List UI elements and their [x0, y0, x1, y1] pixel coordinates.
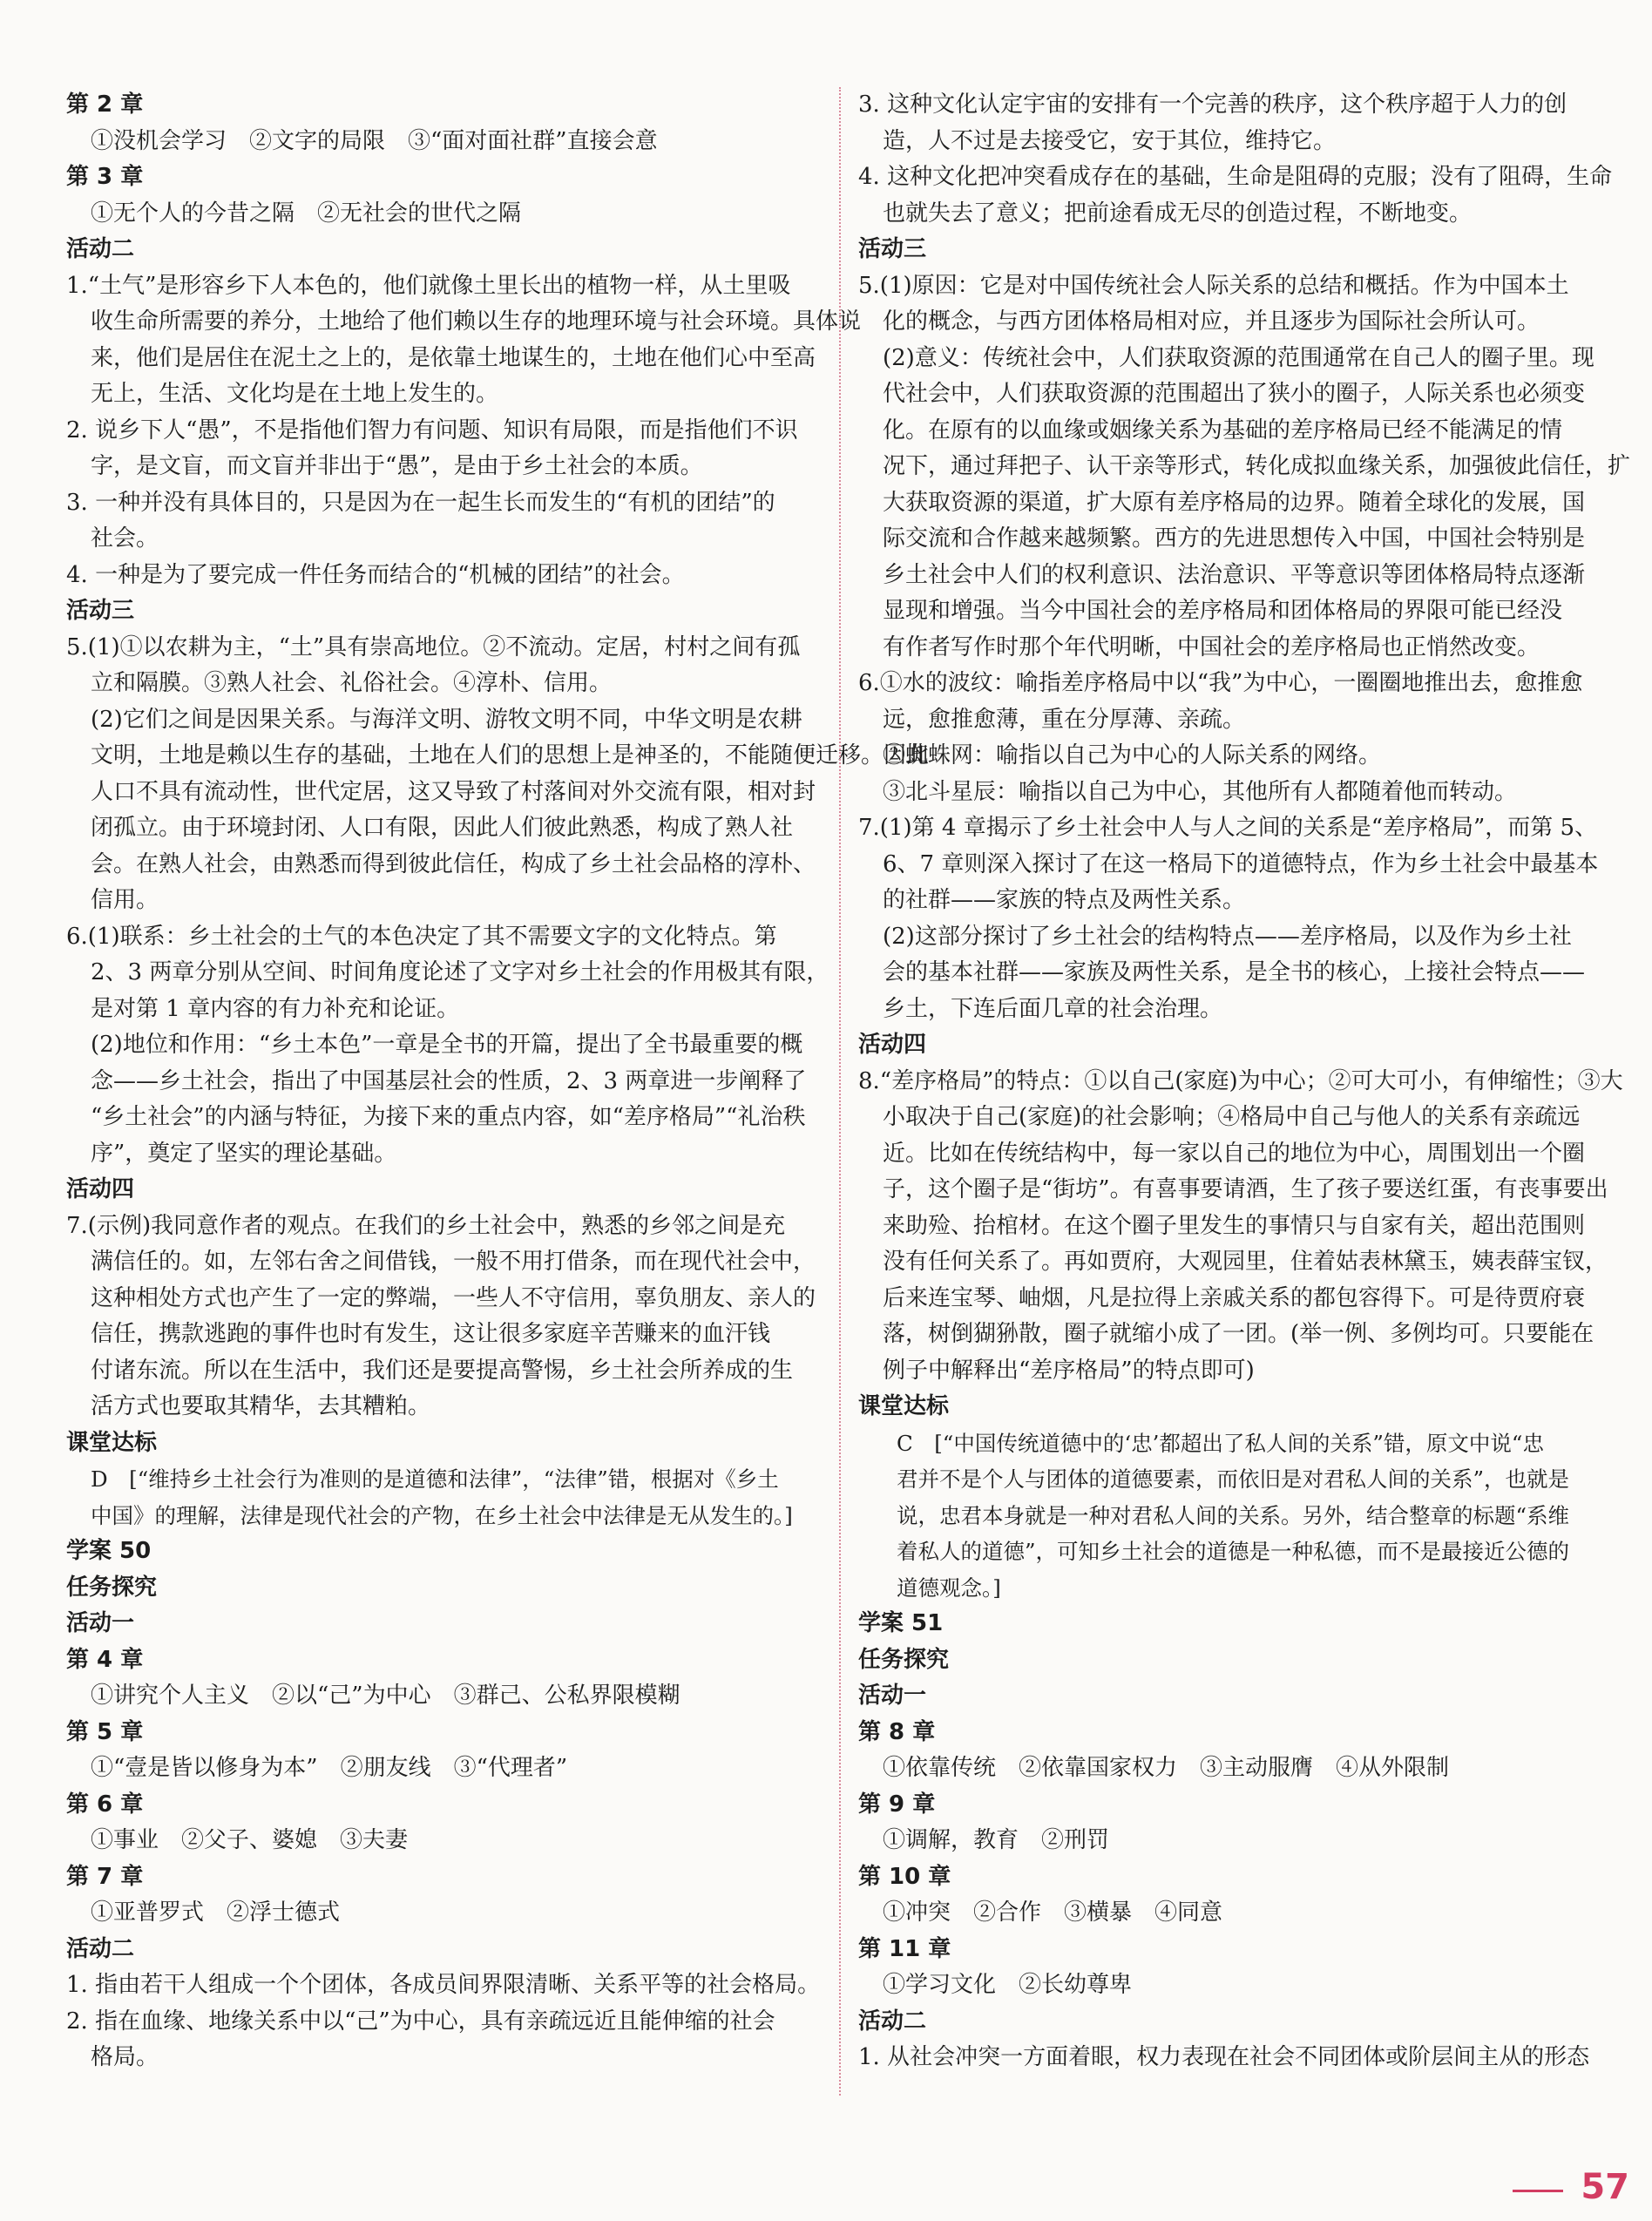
left-line: ①没机会学习 ②文字的局限 ③“面对面社群”直接会意 [91, 127, 658, 154]
left-line: 6.(1)联系：乡土社会的土气的本色决定了其不需要文字的文化特点。第 [66, 923, 777, 950]
right-line: 际交流和合作越来越频繁。西方的先进思想传入中国，中国社会特别是 [883, 525, 1586, 552]
left-line: 2. 指在血缘、地缘关系中以“己”为中心，具有亲疏远近且能伸缩的社会 [66, 2008, 775, 2035]
left-line: ①讲究个人主义 ②以“己”为中心 ③群己、公私界限模糊 [91, 1683, 680, 1709]
right-heading: 第 8 章 [858, 1718, 936, 1745]
right-line: 落，树倒猢狲散，圈子就缩小成了一团。(举一例、多例均可。只要能在 [883, 1321, 1594, 1347]
left-line: “乡土社会”的内涵与特征，为接下来的重点内容，如“差序格局”“礼治秩 [91, 1104, 806, 1130]
right-line: 没有任何关系了。再如贾府，大观园里，住着姑表林黛玉，姨表薛宝钗， [883, 1249, 1608, 1275]
left-line: ①“壹是皆以修身为本” ②朋友线 ③“代理者” [91, 1755, 568, 1781]
right-line: 说，忠君本身就是一种对君私人间的关系。另外，结合整章的标题“系维 [897, 1502, 1570, 1528]
left-line: 2、3 两章分别从空间、时间角度论述了文字对乡土社会的作用极其有限， [91, 959, 829, 985]
right-line: 会的基本社群——家族及两性关系，是全书的核心，上接社会特点—— [883, 959, 1586, 985]
left-line: 1.“土气”是形容乡下人本色的，他们就像土里长出的植物一样，从土里吸 [66, 272, 791, 299]
right-line: 大获取资源的渠道，扩大原有差序格局的边界。随着全球化的发展，国 [883, 489, 1586, 516]
left-line: 社会。 [91, 525, 159, 552]
right-line: 子，这个圈子是“街坊”。有喜事要请酒，生了孩子要送红蛋，有丧事要出 [883, 1176, 1608, 1202]
left-heading: 第 4 章 [66, 1646, 144, 1673]
left-line: 2. 说乡下人“愚”，不是指他们智力有问题、知识有局限，而是指他们不识 [66, 416, 798, 444]
right-heading: 活动二 [858, 2008, 927, 2035]
left-line: 4. 一种是为了要完成一件任务而结合的“机械的团结”的社会。 [66, 561, 685, 588]
right-line: 造，人不过是去接受它，安于其位，维持它。 [883, 127, 1337, 154]
left-line: (2)它们之间是因果关系。与海洋文明、游牧文明不同，中华文明是农耕 [91, 706, 802, 733]
right-line: 远，愈推愈薄，重在分厚薄、亲疏。 [883, 706, 1246, 733]
left-line: 收生命所需要的养分，土地给了他们赖以生存的地理环境与社会环境。具体说 [91, 308, 862, 335]
left-line: 来，他们是居住在泥土之上的，是依靠土地谋生的，土地在他们心中至高 [91, 344, 816, 371]
right-heading: 学案 51 [858, 1610, 944, 1636]
left-line: 序”，奠定了坚实的理论基础。 [91, 1140, 397, 1167]
left-line: ①事业 ②父子、婆媳 ③夫妻 [91, 1827, 409, 1853]
left-heading: 任务探究 [66, 1574, 158, 1601]
right-line: (2)这部分探讨了乡土社会的结构特点——差序格局，以及作为乡土社 [883, 923, 1572, 950]
left-heading: 第 6 章 [66, 1791, 144, 1818]
right-heading: 第 10 章 [858, 1863, 951, 1890]
right-line: 3. 这种文化认定宇宙的安排有一个完善的秩序，这个秩序超于人力的创 [858, 91, 1567, 118]
right-heading: 任务探究 [858, 1646, 950, 1673]
left-line: 闭孤立。由于环境封闭、人口有限，因此人们彼此熟悉，构成了熟人社 [91, 815, 794, 841]
right-line: 例子中解释出“差序格局”的特点即可) [883, 1357, 1255, 1384]
left-heading: 活动二 [66, 236, 135, 262]
right-line: 也就失去了意义；把前途看成无尽的创造过程，不断地变。 [883, 200, 1473, 227]
left-line: 念——乡土社会，指出了中国基层社会的性质，2、3 两章进一步阐释了 [91, 1067, 807, 1094]
right-line: 小取决于自己(家庭)的社会影响；④格局中自己与他人的关系有亲疏远 [883, 1104, 1581, 1130]
left-line: 中国》的理解，法律是现代社会的产物，在乡土社会中法律是无从发生的。] [91, 1502, 793, 1528]
right-line: 君并不是个人与团体的道德要素，而依旧是对君私人间的关系”，也就是 [897, 1466, 1570, 1492]
left-heading: 活动四 [66, 1176, 135, 1202]
right-line: 1. 从社会冲突一方面着眼，权力表现在社会不同团体或阶层间主从的形态 [858, 2044, 1590, 2070]
left-line: D [“维持乡土社会行为准则的是道德和法律”，“法律”错，根据对《乡土 [91, 1466, 779, 1492]
left-line: ①无个人的今昔之隔 ②无社会的世代之隔 [91, 200, 522, 227]
left-line: 是对第 1 章内容的有力补充和论证。 [91, 995, 460, 1022]
left-line: 文明，土地是赖以生存的基础，土地在人们的思想上是神圣的，不能随便迁移。因此 [91, 742, 930, 769]
left-line: 人口不具有流动性，世代定居，这又导致了村落间对外交流有限，相对封 [91, 778, 816, 805]
left-line: 活方式也要取其精华，去其糟粕。 [91, 1393, 431, 1419]
left-line: 5.(1)①以农耕为主，“土”具有崇高地位。②不流动。定居，村村之间有孤 [66, 633, 801, 660]
right-line: (2)意义：传统社会中，人们获取资源的范围通常在自己人的圈子里。现 [883, 344, 1594, 371]
right-line: 4. 这种文化把冲突看成存在的基础，生命是阻碍的克服；没有了阻碍，生命 [858, 164, 1613, 190]
right-line: 道德观念。] [897, 1574, 1001, 1601]
left-heading: 第 7 章 [66, 1863, 144, 1890]
right-line: 6、7 章则深入探讨了在这一格局下的道德特点，作为乡土社会中最基本 [883, 850, 1599, 877]
right-line: 8.“差序格局”的特点：①以自己(家庭)为中心；②可大可小，有伸缩性；③大 [858, 1067, 1623, 1094]
left-line: 1. 指由若干人组成一个个团体，各成员间界限清晰、关系平等的社会格局。 [66, 1972, 821, 1998]
left-heading: 活动三 [66, 598, 135, 624]
left-line: ①亚普罗式 ②浮士德式 [91, 1899, 341, 1926]
right-line: 况下，通过拜把子、认干亲等形式，转化成拟血缘关系，加强彼此信任，扩 [883, 453, 1631, 479]
left-heading: 活动一 [66, 1610, 135, 1636]
left-line: 信用。 [91, 887, 159, 913]
left-heading: 第 5 章 [66, 1718, 144, 1745]
left-line: 3. 一种并没有具体目的，只是因为在一起生长而发生的“有机的团结”的 [66, 489, 775, 516]
right-heading: 第 11 章 [858, 1935, 951, 1962]
left-line: 立和隔膜。③熟人社会、礼俗社会。④淳朴、信用。 [91, 670, 613, 696]
right-line: ②蜘蛛网：喻指以自己为中心的人际关系的网络。 [883, 742, 1382, 769]
right-heading: 活动四 [858, 1032, 927, 1058]
left-line: 这种相处方式也产生了一定的弊端，一些人不守信用，辜负朋友、亲人的 [91, 1284, 816, 1311]
right-heading: 活动一 [858, 1683, 927, 1709]
left-line: 无上，生活、文化均是在土地上发生的。 [91, 381, 499, 407]
right-heading: 第 9 章 [858, 1791, 936, 1818]
left-line: 信任，携款逃跑的事件也时有发生，这让很多家庭辛苦赚来的血汗钱 [91, 1321, 771, 1347]
left-line: (2)地位和作用：“乡土本色”一章是全书的开篇，提出了全书最重要的概 [91, 1032, 803, 1058]
column-divider [839, 87, 841, 2096]
right-line: 化的概念，与西方团体格局相对应，并且逐步为国际社会所认可。 [883, 308, 1540, 335]
right-line: 着私人的道德”，可知乡土社会的道德是一种私德，而不是最接近公德的 [897, 1539, 1570, 1564]
right-line: ①冲突 ②合作 ③横暴 ④同意 [883, 1899, 1223, 1926]
right-line: 7.(1)第 4 章揭示了乡土社会中人与人之间的关系是“差序格局”，而第 5、 [858, 815, 1598, 841]
right-line: ③北斗星辰：喻指以自己为中心，其他所有人都随着他而转动。 [883, 778, 1518, 805]
right-heading: 课堂达标 [858, 1393, 950, 1419]
right-column [858, 87, 1631, 2076]
right-line: 5.(1)原因：它是对中国传统社会人际关系的总结和概括。作为中国本土 [858, 272, 1569, 299]
left-heading: 第 2 章 [66, 91, 144, 118]
right-line: C [“中国传统道德中的‘忠’都超出了私人间的关系”错，原文中说“忠 [897, 1430, 1544, 1456]
right-line: 显现和增强。当今中国社会的差序格局和团体格局的界限可能已经没 [883, 598, 1563, 624]
left-line: 满信任的。如，左邻右舍之间借钱，一般不用打借条，而在现代社会中， [91, 1249, 816, 1275]
left-line: 会。在熟人社会，由熟悉而得到彼此信任，构成了乡土社会品格的淳朴、 [91, 850, 816, 877]
left-line: 格局。 [91, 2044, 159, 2070]
right-line: ①学习文化 ②长幼尊卑 [883, 1972, 1133, 1998]
right-heading: 活动三 [858, 236, 927, 262]
right-line: 有作者写作时那个年代明晰，中国社会的差序格局也正悄然改变。 [883, 633, 1540, 660]
right-line: 乡土，下连后面几章的社会治理。 [883, 995, 1223, 1022]
right-line: 代社会中，人们获取资源的范围超出了狭小的圈子，人际关系也必须变 [883, 381, 1586, 407]
left-line: 字，是文盲，而文盲并非出于“愚”，是由于乡土社会的本质。 [91, 453, 703, 479]
left-line: 7.(示例)我同意作者的观点。在我们的乡土社会中，熟悉的乡邻之间是充 [66, 1212, 786, 1239]
right-line: 乡土社会中人们的权利意识、法治意识、平等意识等团体格局特点逐渐 [883, 561, 1586, 588]
right-line: 化。在原有的以血缘或姻缘关系为基础的差序格局已经不能满足的情 [883, 416, 1563, 444]
left-heading: 活动二 [66, 1935, 135, 1962]
left-heading: 第 3 章 [66, 164, 144, 190]
right-line: ①依靠传统 ②依靠国家权力 ③主动服膺 ④从外限制 [883, 1755, 1450, 1781]
right-line: ①调解，教育 ②刑罚 [883, 1827, 1110, 1853]
right-line: 6.①水的波纹：喻指差序格局中以“我”为中心，一圈圈地推出去，愈推愈 [858, 670, 1583, 696]
right-line: 近。比如在传统结构中，每一家以自己的地位为中心，周围划出一个圈 [883, 1140, 1586, 1167]
page-number-rule [1513, 2190, 1563, 2192]
left-heading: 学案 50 [66, 1538, 152, 1564]
left-heading: 课堂达标 [66, 1429, 158, 1456]
right-line: 来助殓、抬棺材。在这个圈子里发生的事情只与自家有关，超出范围则 [883, 1212, 1586, 1239]
right-line: 的社群——家族的特点及两性关系。 [883, 887, 1246, 913]
page-number: 57 [1581, 2167, 1629, 2207]
right-line: 后来连宝琴、岫烟，凡是拉得上亲戚关系的都包容得下。可是待贾府衰 [883, 1284, 1586, 1311]
left-line: 付诸东流。所以在生活中，我们还是要提高警惕，乡土社会所养成的生 [91, 1357, 794, 1384]
